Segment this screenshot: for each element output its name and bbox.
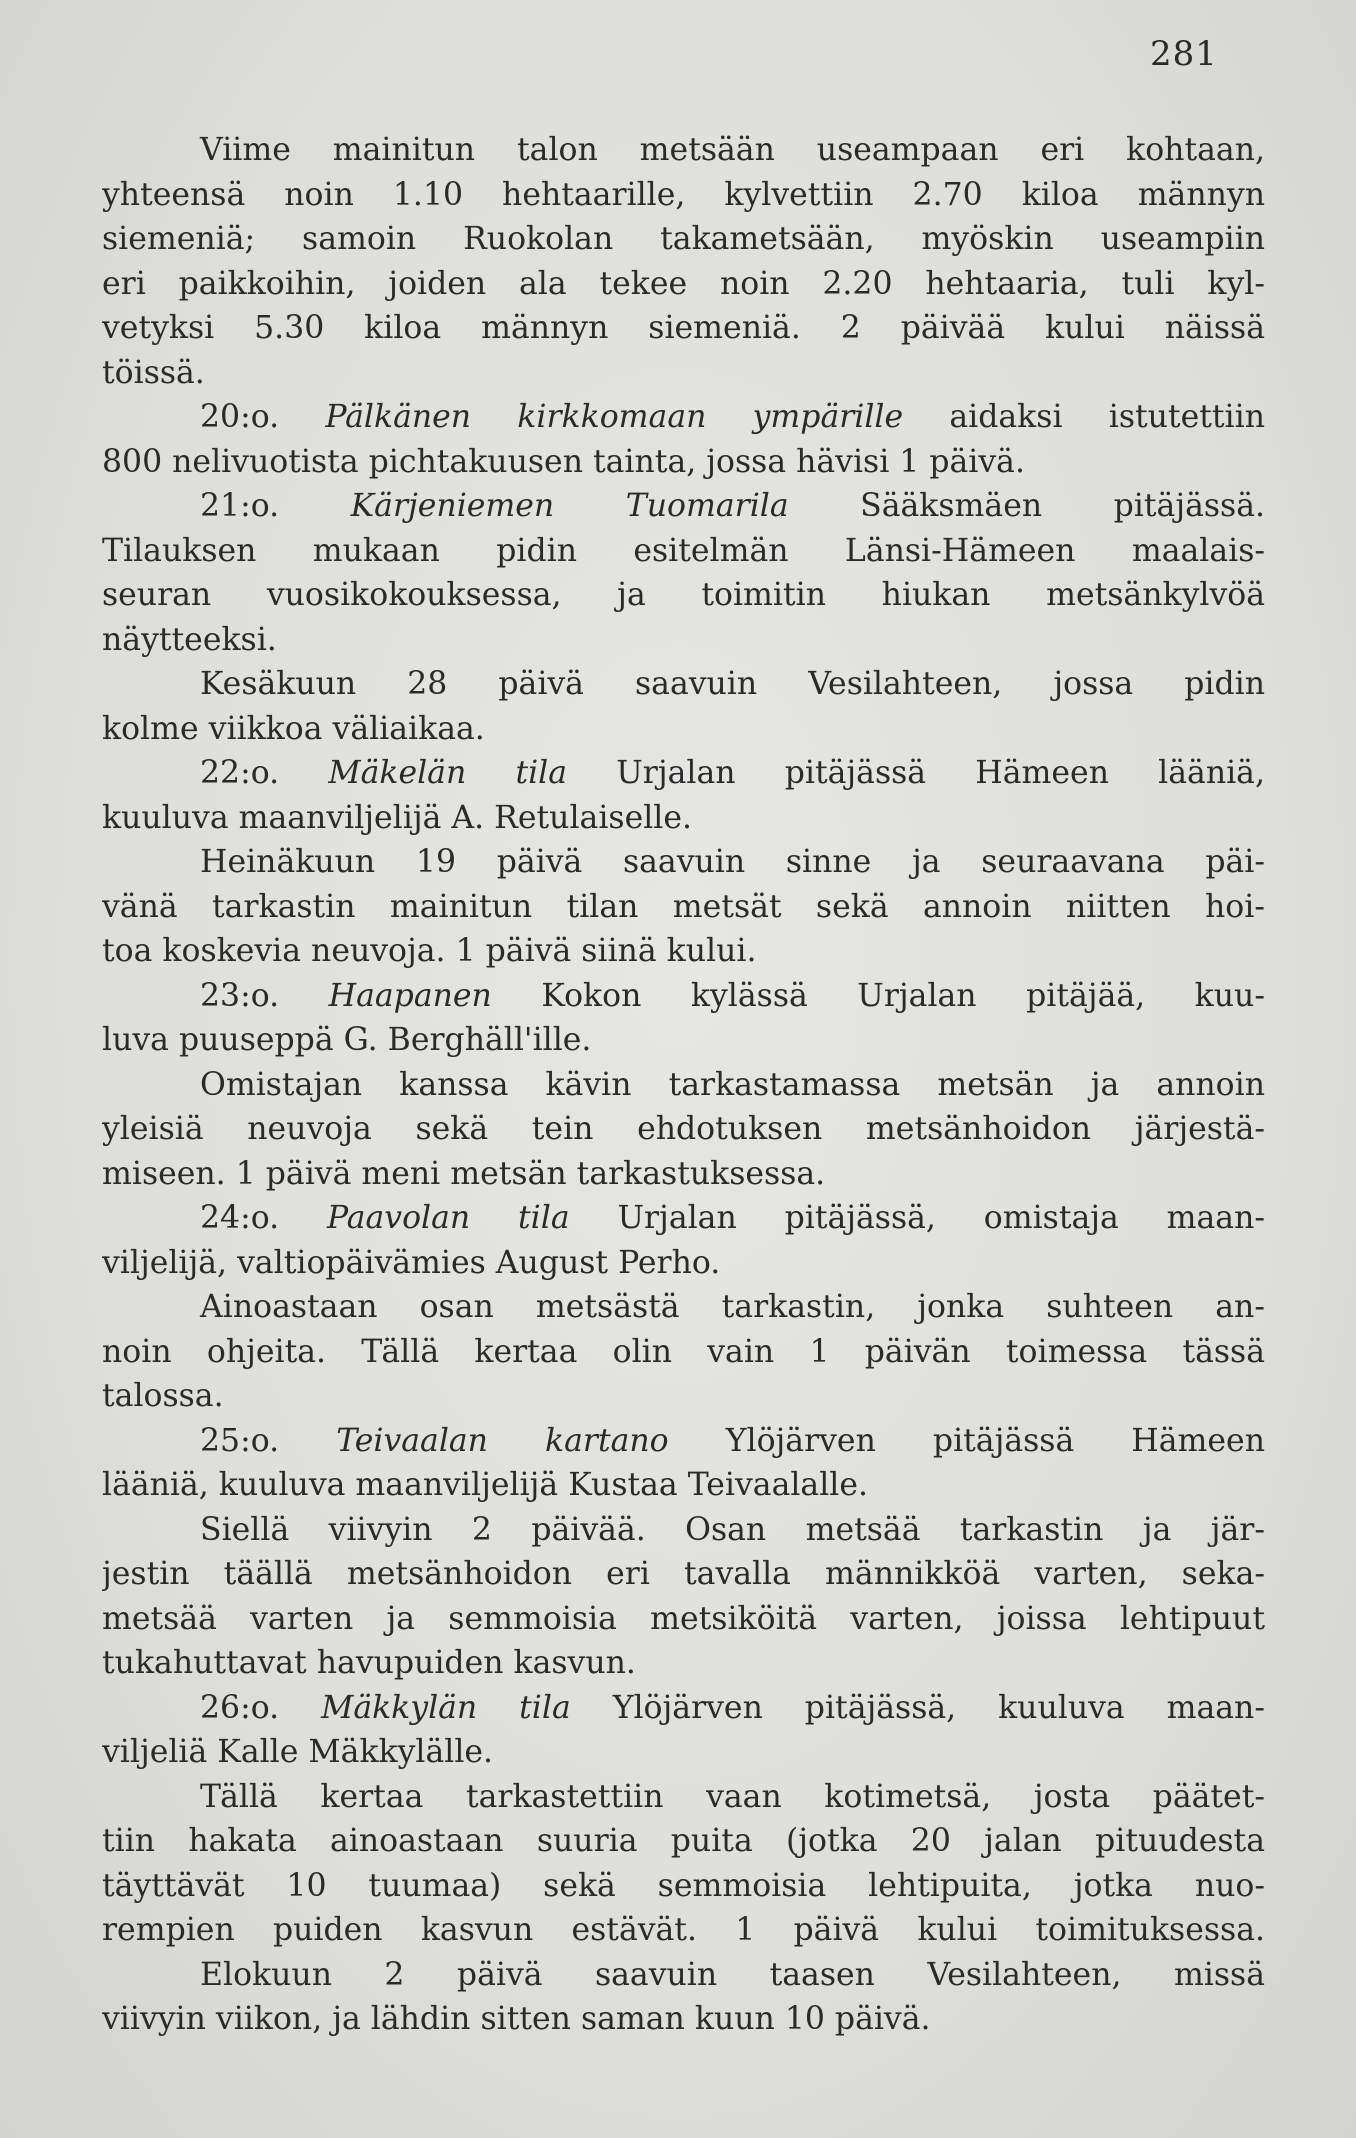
text-segment: kuuluva maanviljelijä A. Retulaiselle. xyxy=(102,799,693,836)
text-line xyxy=(102,1953,1265,1998)
text-line xyxy=(102,1997,1265,2042)
text-line xyxy=(102,1241,1265,1286)
italic-name: Haapanen xyxy=(328,977,492,1014)
page-number: 281 xyxy=(1150,34,1218,74)
text-segment: kolme viikkoa väliaikaa. xyxy=(102,710,485,747)
text-line xyxy=(102,1775,1265,1820)
text-segment: siemeniä; samoin Ruokolan takametsään, myöskin useampiin xyxy=(102,221,1265,257)
text-segment: noin ohjeita. Tällä kertaa olin vain 1 päivän toimessa tässä xyxy=(102,1333,1265,1370)
italic-name: Paavolan tila xyxy=(326,1200,570,1236)
text-line xyxy=(102,573,1265,618)
text-segment: töissä. xyxy=(102,354,205,391)
text-line xyxy=(102,796,1265,841)
text-segment: toa koskevia neuvoja. 1 päivä siinä kului. xyxy=(102,933,757,969)
text-segment: 21:o. xyxy=(200,488,351,524)
text-segment: Tilauksen mukaan pidin esitelmän Länsi-Hämeen maalais- xyxy=(102,532,1265,569)
text-line xyxy=(102,751,1265,796)
text-segment: Heinäkuun 19 päivä saavuin sinne ja seuraavana päi- xyxy=(200,844,1265,880)
text-line xyxy=(102,262,1265,307)
text-segment: 20:o. xyxy=(200,399,326,435)
text-segment: Urjalan pitäjässä, omistaja maan- xyxy=(569,1200,1265,1236)
text-segment: lääniä, kuuluva maanviljelijä Kustaa Teivaalalle. xyxy=(102,1467,869,1503)
text-line xyxy=(102,1463,1265,1508)
text-segment: jestin täällä metsänhoidon eri tavalla männikköä varten, seka- xyxy=(102,1556,1265,1592)
text-line xyxy=(102,974,1265,1019)
text-line xyxy=(102,707,1265,752)
text-line xyxy=(102,929,1265,974)
text-line xyxy=(102,1419,1265,1464)
italic-name: Teivaalan kartano xyxy=(336,1422,669,1459)
text-segment: viivyin viikon, ja lähdin sitten saman kuun 10 päivä. xyxy=(102,2001,931,2037)
text-line xyxy=(102,1819,1265,1864)
italic-name: Mäkelän tila xyxy=(328,755,568,791)
text-line xyxy=(102,1018,1265,1063)
text-segment: rempien puiden kasvun estävät. 1 päivä kului toimituksessa. xyxy=(102,1912,1265,1948)
text-segment: viljelijä, valtiopäivämies August Perho. xyxy=(102,1244,721,1281)
text-line xyxy=(102,1908,1265,1953)
text-line xyxy=(102,840,1265,885)
text-line xyxy=(102,128,1265,173)
text-segment: Ainoastaan osan metsästä tarkastin, jonka suhteen an- xyxy=(200,1289,1265,1325)
text-line xyxy=(102,1552,1265,1597)
text-segment: Ylöjärven pitäjässä Hämeen xyxy=(668,1422,1265,1459)
text-segment: yleisiä neuvoja sekä tein ehdotuksen metsänhoidon järjestä- xyxy=(102,1111,1265,1147)
text-segment: yhteensä noin 1.10 hehtaarille, kylvettiin 2.70 kiloa männyn xyxy=(102,176,1265,213)
text-line xyxy=(102,1730,1265,1775)
text-segment: miseen. 1 päivä meni metsän tarkastuksessa. xyxy=(102,1155,826,1192)
text-segment: 23:o. xyxy=(200,977,329,1014)
text-segment: seuran vuosikokouksessa, ja toimitin hiukan metsänkylvöä xyxy=(102,577,1265,613)
text-segment: tiin hakata ainoastaan suuria puita (jotka 20 jalan pituudesta xyxy=(102,1823,1265,1859)
text-segment: Omistajan kanssa kävin tarkastamassa metsän ja annoin xyxy=(200,1066,1265,1103)
text-line xyxy=(102,484,1265,529)
text-line xyxy=(102,1864,1265,1909)
text-segment: vetyksi 5.30 kiloa männyn siemeniä. 2 päivää kului näissä xyxy=(102,310,1265,346)
text-segment: aidaksi istutettiin xyxy=(903,399,1265,435)
text-segment: 25:o. xyxy=(200,1422,337,1459)
text-line xyxy=(102,217,1265,262)
text-line xyxy=(102,618,1265,663)
text-line xyxy=(102,1686,1265,1731)
text-line xyxy=(102,395,1265,440)
text-line xyxy=(102,1063,1265,1108)
text-line xyxy=(102,1641,1265,1686)
text-segment: Urjalan pitäjässä Hämeen lääniä, xyxy=(567,755,1265,791)
text-segment: Ylöjärven pitäjässä, kuuluva maan- xyxy=(570,1689,1265,1726)
italic-name: Kärjeniemen Tuomarila xyxy=(350,488,789,524)
text-line xyxy=(102,662,1265,707)
italic-name: Mäkkylän tila xyxy=(321,1689,571,1726)
text-segment: metsää varten ja semmoisia metsiköitä varten, joissa lehtipuut xyxy=(102,1600,1265,1637)
text-line xyxy=(102,351,1265,396)
text-segment: Kokon kylässä Urjalan pitäjää, kuu- xyxy=(491,977,1265,1014)
text-line xyxy=(102,173,1265,218)
text-line xyxy=(102,1196,1265,1241)
text-segment: viljeliä Kalle Mäkkylälle. xyxy=(102,1734,494,1770)
text-segment: Tällä kertaa tarkastettiin vaan kotimetsä, josta päätet- xyxy=(200,1778,1265,1815)
text-line xyxy=(102,1597,1265,1642)
text-line xyxy=(102,1285,1265,1330)
text-segment: täyttävät 10 tuumaa) sekä semmoisia lehtipuita, jotka nuo- xyxy=(102,1867,1265,1904)
text-segment: 24:o. xyxy=(200,1200,327,1236)
text-line xyxy=(102,440,1265,485)
text-line xyxy=(102,1152,1265,1197)
text-line xyxy=(102,1508,1265,1553)
text-segment: näytteeksi. xyxy=(102,621,277,658)
text-line xyxy=(102,1374,1265,1419)
text-segment: Kesäkuun 28 päivä saavuin Vesilahteen, jossa pidin xyxy=(200,666,1265,702)
text-segment: Viime mainitun talon metsään useampaan eri kohtaan, xyxy=(200,132,1265,168)
text-segment: tukahuttavat havupuiden kasvun. xyxy=(102,1645,636,1681)
text-line xyxy=(102,529,1265,574)
text-line xyxy=(102,885,1265,930)
text-segment: Siellä viivyin 2 päivää. Osan metsää tarkastin ja jär- xyxy=(200,1511,1265,1548)
text-line xyxy=(102,1330,1265,1375)
text-segment: talossa. xyxy=(102,1378,224,1414)
italic-name: Pälkänen kirkkomaan ympärille xyxy=(325,399,904,435)
body-text xyxy=(102,128,1265,2042)
text-segment: Sääksmäen pitäjässä. xyxy=(788,488,1265,524)
text-segment: 26:o. xyxy=(200,1689,322,1726)
text-line xyxy=(102,1107,1265,1152)
text-line xyxy=(102,306,1265,351)
text-segment: 800 nelivuotista pichtakuusen tainta, jossa hävisi 1 päivä. xyxy=(102,443,1025,480)
text-segment: Elokuun 2 päivä saavuin taasen Vesilahteen, missä xyxy=(200,1956,1265,1993)
text-segment: eri paikkoihin, joiden ala tekee noin 2.20 hehtaaria, tuli kyl- xyxy=(102,265,1265,302)
text-segment: vänä tarkastin mainitun tilan metsät sekä annoin niitten hoi- xyxy=(102,888,1265,925)
text-segment: luva puuseppä G. Berghäll'ille. xyxy=(102,1022,592,1058)
text-segment: 22:o. xyxy=(200,755,329,791)
